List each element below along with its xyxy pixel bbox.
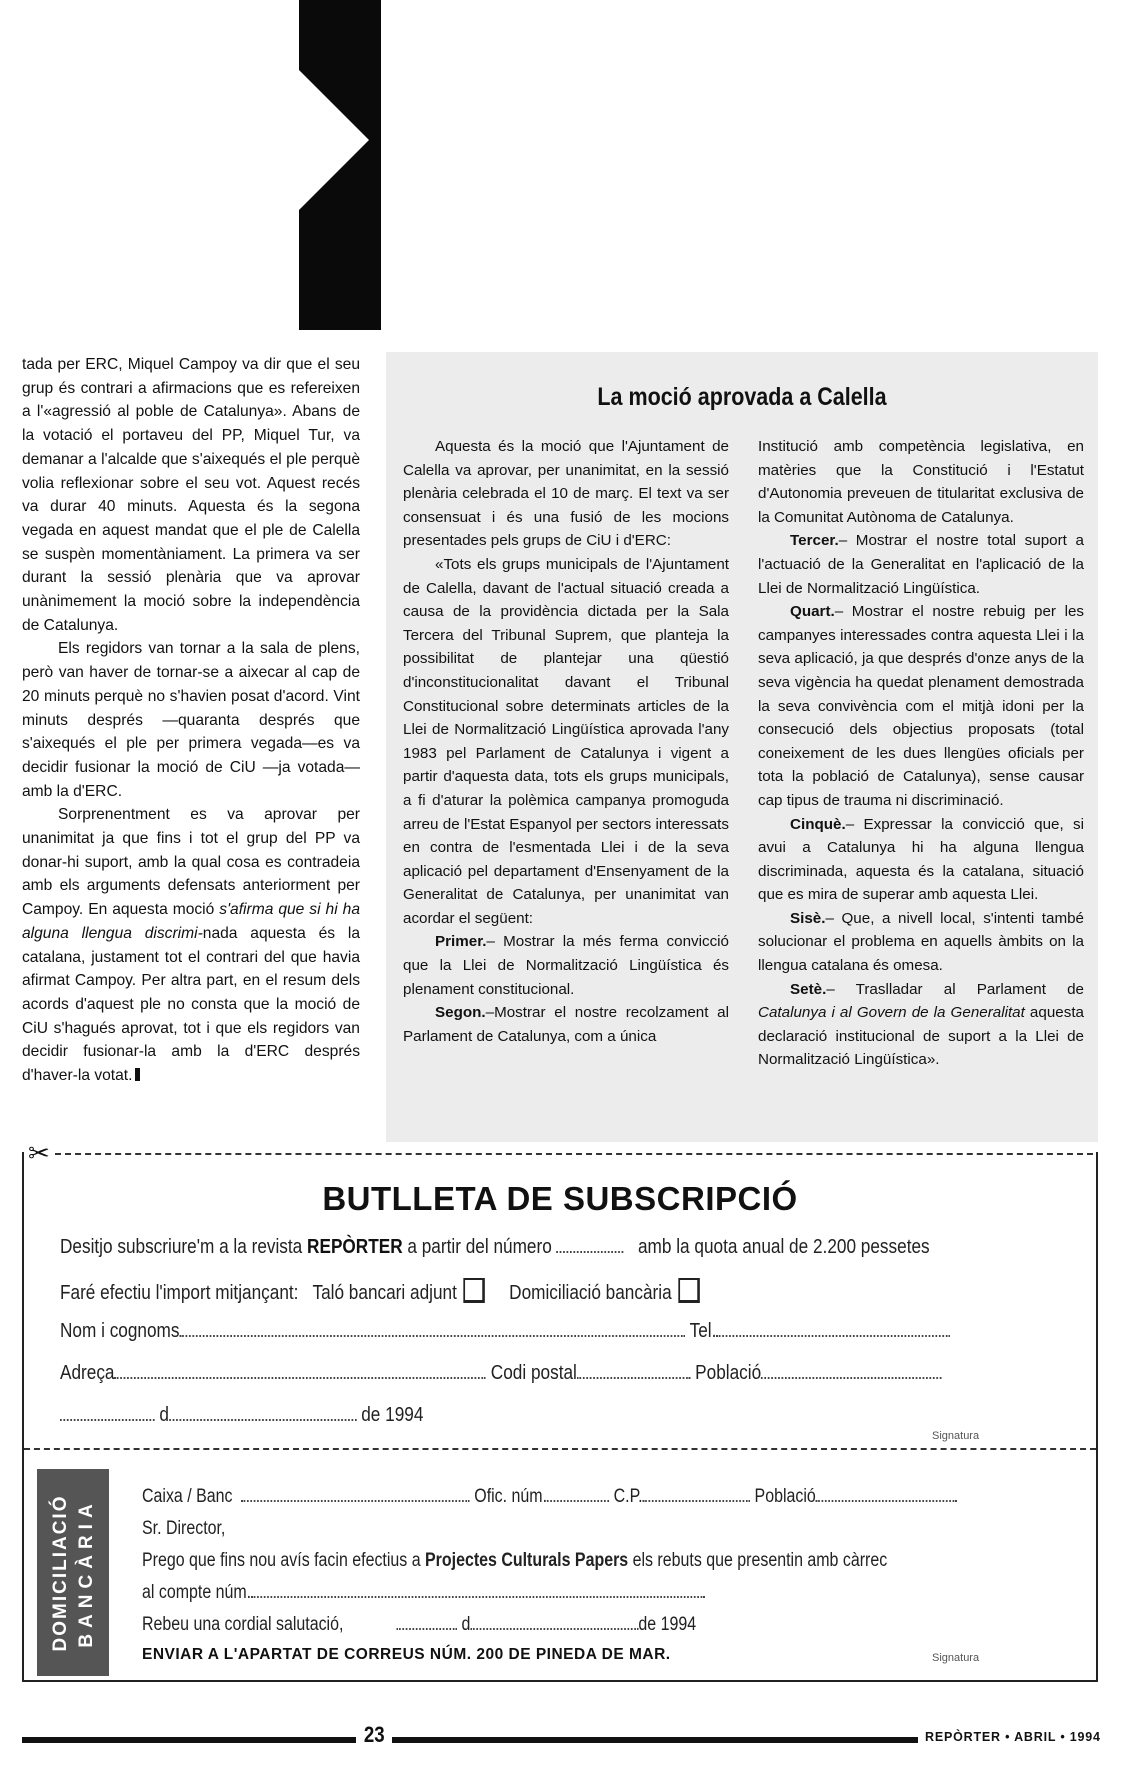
item-text: –Mostrar el nostre recolzament al Parlament de Catalunya, com a única xyxy=(403,1004,729,1045)
box-paragraph: Aquesta és la moció que l'Ajuntament de Calella va aprovar, per unanimitat, en la sessió plenària celebrada el 10 de març. El text va ser consensuat i és una fusió de les mocions presentades pels grups de CiU i d'ERC: xyxy=(403,438,729,550)
footer-publication: REPÒRTER • ABRIL • 1994 xyxy=(925,1730,1101,1744)
item-text: – Mostrar la més ferma convicció que la Llei de Normalització Lingüística és plenament constitucional. xyxy=(403,933,729,998)
side-label-line: BANCÀRIA xyxy=(76,1497,97,1648)
label-text: Caixa / Banc xyxy=(142,1486,233,1507)
label-text: d xyxy=(461,1614,471,1635)
bank-place-field[interactable] xyxy=(397,1614,457,1630)
article-left-column xyxy=(22,353,360,1088)
box-paragraph xyxy=(758,813,1084,907)
brand-text: Projectes Culturals Papers xyxy=(425,1550,629,1571)
label-text: Prego que fins nou avís facin efectius a xyxy=(142,1550,421,1571)
form-row-subscribe xyxy=(60,1236,930,1259)
article-paragraph: tada per ERC, Miquel Campoy va dir que el seu grup és contrari a afirmacions que es refereixen a l'«agressió al poble de Catalunya». Abans de la votació el portaveu del PP, Miquel Tur, va demanar a l'alcalde que s'aixequés el ple perquè volia reflexionar sobre el seu vot. Aquest recés va durar 40 minuts. Aquesta és la segona vegada en aquest mandat que el ple de Calella se suspèn momentàniament. La primera va ser durant la sessió plenària que va aprovar unànimement la moció sobre la independència de Catalunya. xyxy=(22,356,360,634)
date-field[interactable] xyxy=(169,1405,356,1421)
text-span: Sorprenentment es va aprovar per unanimitat ja que fins i tot el grup del PP va donar-hi suport, amb la qual cosa es contradeia amb els arguments defensats anteriorment per Campoy. En aquesta moció xyxy=(22,806,360,919)
signature-label: Signatura xyxy=(932,1652,980,1664)
footer-rule xyxy=(22,1737,356,1743)
postal-code-field[interactable] xyxy=(577,1363,691,1379)
signature-label: Signatura xyxy=(932,1430,980,1442)
bank-side-label xyxy=(37,1469,109,1676)
bank-field[interactable] xyxy=(241,1486,469,1502)
label-text: amb la quota anual de 2.200 pessetes xyxy=(637,1236,930,1258)
label-text: Sr. Director, xyxy=(142,1518,226,1539)
label-text: Ofic. núm. xyxy=(474,1486,548,1507)
end-mark-icon xyxy=(135,1068,140,1081)
form-row-date xyxy=(60,1404,423,1427)
cut-line xyxy=(24,1448,1096,1450)
label-text: Adreça xyxy=(60,1362,115,1384)
form-row-address xyxy=(60,1362,942,1385)
name-field[interactable] xyxy=(179,1321,685,1337)
label-text: Rebeu una cordial salutació, xyxy=(142,1614,344,1635)
bank-row-entity xyxy=(142,1486,957,1508)
label-text: C.P. xyxy=(613,1486,643,1507)
decorative-notch xyxy=(299,70,369,210)
account-field[interactable] xyxy=(251,1582,705,1598)
bank-date-field[interactable] xyxy=(470,1614,638,1630)
item-text: aquesta declaració institucional de suport a la Llei de Normalització Lingüística». xyxy=(758,1004,1084,1069)
place-field[interactable] xyxy=(60,1405,155,1421)
item-text: – Mostrar el nostre rebuig per les campanyes interessades contra aquesta Llei i la seva aplicació, ja que després d'onze anys de la seva vigència ha quedat plenament demostrada la seva convivència com el mitjà idoni per la consecució dels objectius proposats (total coneixement de les dues llengües oficials per tota la població de Catalunya), sense causar cap tipus de trauma ni discriminació. xyxy=(758,603,1084,809)
text-span: nada aquesta és la catalana, justament tot el contrari del que havia afirmat Campoy. Per altra part, en el resum dels acords d'aquest ple no consta que la moció de CiU s'hagués aprovat, tot i que els regidors van decidir fusionar-la amb la d'ERC després d'haver-la votat. xyxy=(22,924,360,1085)
italic-text: Catalunya i al Govern de la Generalitat xyxy=(758,1004,1025,1022)
subscription-form xyxy=(22,1152,1098,1682)
check-cheque-checkbox[interactable] xyxy=(464,1278,486,1303)
label-text: Desitjo subscriure'm a la revista xyxy=(60,1236,303,1258)
box-paragraph: «Tots els grups municipals de l'Ajuntament de Calella, davant de l'actual situació creada a causa de la providència dictada per la Sala Tercera del Tribunal Suprem, que planteja la possibilitat de plantejar una qüestió d'inconstitucionalitat davant el Tribunal Constitucional sobre determinats articles de la Llei de Normalització Lingüística aprovada l'any 1983 pel Parlament de Catalunya i vigent a partir d'aquesta data, tots els grups municipals, a fi d'aturar la polèmica campanya promoguda arreu de l'Estat Espanyol per sectors interessats en contra de l'esmentada Llei i de la seva aplicació pel departament d'Ensenyament de la Generalitat de Catalunya, per unanimitat van acordar el següent: xyxy=(403,555,729,927)
box-paragraph: Institució amb competència legislativa, en matèries que la Constitució i l'Estatut d'Autonomia preveuen de titularitat exclusiva de la Comunitat Autònoma de Catalunya. xyxy=(758,438,1084,526)
item-label: Tercer. xyxy=(790,532,839,550)
label-text: Població xyxy=(754,1486,816,1507)
box-paragraph xyxy=(403,930,729,1001)
bank-town-field[interactable] xyxy=(816,1486,957,1502)
label-text: els rebuts que presentin amb càrrec xyxy=(632,1550,888,1571)
bank-postal-field[interactable] xyxy=(643,1486,751,1502)
label-text: Població xyxy=(695,1362,762,1384)
label-text: Faré efectiu l'import mitjançant: xyxy=(60,1282,299,1304)
box-paragraph xyxy=(403,1001,729,1048)
box-paragraph xyxy=(758,978,1084,1072)
item-text: – Que, a nivell local, s'intenti també solucionar el problema en aquells àmbits on la llengua catalana és omesa. xyxy=(758,909,1084,975)
label-text: Codi postal xyxy=(490,1362,577,1384)
item-label: Cinquè. xyxy=(790,815,846,833)
label-text: Tel. xyxy=(689,1320,717,1342)
box-column-2 xyxy=(758,435,1084,1072)
side-label-line: DOMICILIACIÓ xyxy=(50,1494,71,1651)
brand-text: REPÒRTER xyxy=(307,1236,403,1258)
box-title: La moció aprovada a Calella xyxy=(597,383,887,411)
box-paragraph xyxy=(758,907,1084,978)
phone-field[interactable] xyxy=(716,1321,950,1337)
article-paragraph xyxy=(22,803,360,1087)
item-label: Setè. xyxy=(790,980,827,998)
item-label: Sisè. xyxy=(790,909,826,927)
italic-text: s'afirma que si hi ha alguna llengua discrimi- xyxy=(22,901,360,942)
send-address-text: ENVIAR A L'APARTAT DE CORREUS NÚM. 200 DE PINEDA DE MAR. xyxy=(142,1646,671,1663)
item-text: – Expressar la convicció que, si avui a Catalunya hi ha alguna llengua discriminada, aquesta és la catalana, situació que es mira de superar amb aquesta Llei. xyxy=(758,815,1084,904)
issue-number-field[interactable] xyxy=(557,1237,624,1253)
page-number: 23 xyxy=(363,1722,385,1747)
bank-row-instruction xyxy=(142,1550,887,1572)
article-paragraph: Els regidors van tornar a la sala de plens, però van haver de tornar-se a aixecar al cap de 20 minuts perquè no s'havien posat d'acord. Vint minuts després —quaranta després que s'aixequés el ple per primera vegada—es va decidir fusionar la moció de CiU —ja votada— amb la d'ERC. xyxy=(22,640,360,800)
bank-row-salutation xyxy=(142,1518,225,1540)
label-text: de 1994 xyxy=(361,1404,424,1426)
town-field[interactable] xyxy=(761,1363,942,1379)
box-paragraph xyxy=(758,529,1084,600)
item-label: Quart. xyxy=(790,603,835,621)
bank-row-date xyxy=(142,1614,696,1636)
label-text: de 1994 xyxy=(638,1614,697,1635)
box-paragraph xyxy=(758,600,1084,812)
label-text: a partir del número xyxy=(407,1236,552,1258)
address-field[interactable] xyxy=(115,1363,487,1379)
scissors-icon: ✂ xyxy=(28,1138,50,1168)
office-field[interactable] xyxy=(547,1486,609,1502)
label-text: Nom i cognoms xyxy=(60,1320,180,1342)
label-text: d xyxy=(159,1404,169,1426)
item-label: Segon. xyxy=(435,1004,486,1022)
item-label: Primer. xyxy=(435,933,487,951)
label-text: Taló bancari adjunt xyxy=(312,1282,457,1304)
form-row-payment xyxy=(60,1278,700,1305)
box-column-1 xyxy=(403,435,729,1048)
form-title: BUTLLETA DE SUBSCRIPCIÓ xyxy=(322,1180,798,1217)
bank-row-account xyxy=(142,1582,705,1604)
label-text: Domiciliació bancària xyxy=(509,1282,672,1304)
item-text: – Traslladar al Parlament de xyxy=(826,980,1084,998)
check-direct-debit-checkbox[interactable] xyxy=(679,1278,701,1303)
form-row-name xyxy=(60,1320,950,1343)
item-text: – Mostrar el nostre total suport a l'actuació de la Generalitat en l'aplicació de la Llei de Normalització Lingüística. xyxy=(758,532,1084,597)
label-text: al compte núm. xyxy=(142,1582,252,1603)
footer-rule xyxy=(392,1737,918,1743)
